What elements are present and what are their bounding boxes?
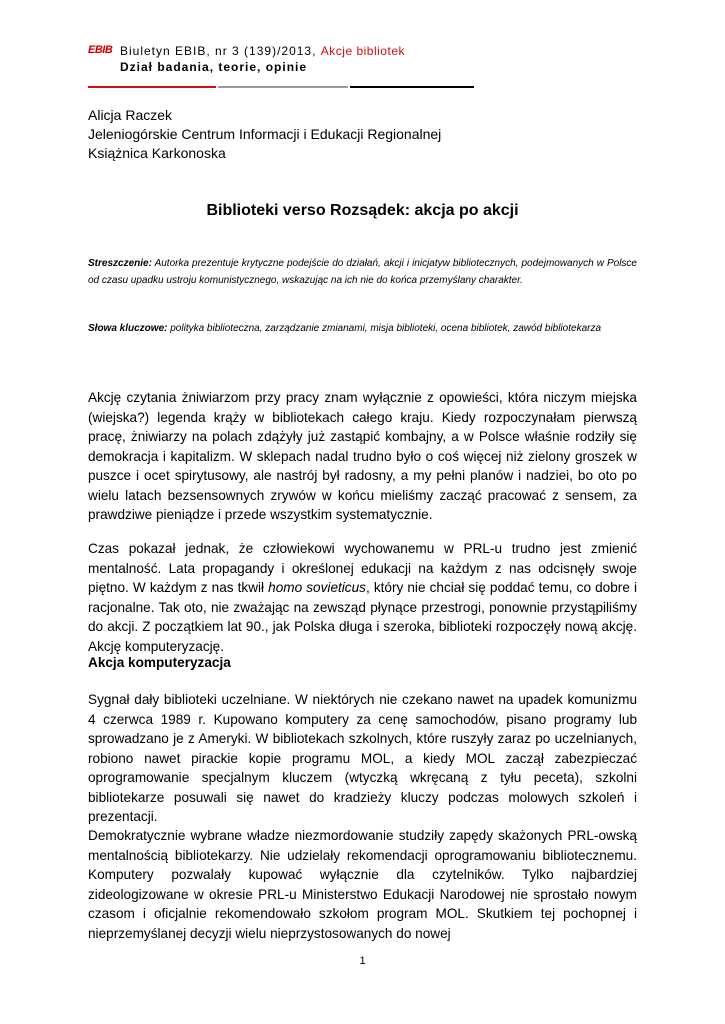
- author-block: [88, 106, 441, 163]
- journal-issue: Biuletyn EBIB, nr 3 (139)/2013,: [120, 44, 317, 58]
- paragraph-2-italic: homo sovieticus: [268, 580, 366, 595]
- paragraph-2-end: , który nie chciał się poddać temu, co dobre i racjonalne. Tak oto, nie zważając na zewsząd płynące przestrogi, ponownie przystąpiliśmy do akcji. Z początkiem lat 90., jak Polska długa i szeroka, biblioteki rozpoczęły nową akcję. Akcję komputeryzację.: [88, 580, 637, 654]
- paragraph-2-start: Czas pokazał jednak, że człowiekowi wychowanemu w PRL-u trudno jest zmienić mentalność. Lata propagandy i określonej edukacji na każdym z nas odcisnęły swoje piętno. W każdym z nas tkwił: [88, 541, 637, 595]
- paragraph-3: Sygnał dały biblioteki uczelniane. W niektórych nie czekano nawet na upadek komunizmu 4 czerwca 1989 r. Kupowano komputery za cenę samochodów, pisano programy lub sprowadzano je z Ameryki. W bibliotekach szkolnych, które ruszyły zaraz po uczelnianych, robiono nawet pirackie kopie programu MOL, a kiedy MOL zaczął zabezpieczać oprogramowanie specjalnym kluczem (wtyczką wkręcaną z tyłu peceta), szkolni bibliotekarze posuwali się nawet do kradzieży kluczy podczas molowych szkoleń i prezentacji.: [88, 692, 637, 824]
- author-affiliation-1: Jeleniogórskie Centrum Informacji i Edukacji Regionalnej: [88, 126, 442, 142]
- page-number: 1: [359, 955, 366, 967]
- article-title: Biblioteki verso Rozsądek: akcja po akcji: [206, 202, 519, 219]
- abstract-label: Streszczenie:: [88, 258, 152, 269]
- department-line: Dział badania, teorie, opinie: [120, 60, 308, 74]
- keywords-text: polityka biblioteczna, zarządzanie zmianami, misja biblioteki, ocena bibliotek, zawód bibliotekarza: [170, 323, 602, 334]
- journal-issue-line: [120, 44, 405, 58]
- paragraph-1: Akcję czytania żniwiarzom przy pracy znam wyłącznie z opowieści, która niczym miejska (wiejska?) legenda krąży w bibliotekach całego kraju. Kiedy rozpoczynałam pierwszą pracę, żniwiarzy na polach zdążyły już zastąpić kombajny, a w Polsce właśnie rodziły się demokracja i kapitalizm. W sklepach nadal trudno było o coś więcej niż zielony groszek w puszce i ocet spirytusowy, ale nastrój był radosny, a my pełni planów i nadziei, bo oto po wielu latach bezsensownych zrywów w końcu mieliśmy zacząć pracować z sensem, za prawdziwe pieniądze i przede wszystkim systematycznie.: [88, 390, 637, 522]
- author-affiliation-2: Książnica Karkonoska: [88, 145, 226, 161]
- section-link[interactable]: Akcje bibliotek: [320, 44, 405, 58]
- keywords: [88, 320, 637, 337]
- abstract-text: Autorka prezentuje krytyczne podejście do działań, akcji i inicjatyw bibliotecznych, podejmowanych w Polsce od czasu upadku ustroju komunistycznego, wskazując na ich nie do końca przemyślany charakter.: [88, 258, 637, 286]
- author-name: Alicja Raczek: [88, 107, 173, 123]
- header-rule-gray: [218, 86, 348, 88]
- paragraph-2: [88, 539, 637, 656]
- section-heading: Akcja komputeryzacja: [88, 655, 231, 670]
- keywords-label: Słowa kluczowe:: [88, 323, 168, 334]
- ebib-logo: EBIB: [88, 44, 113, 56]
- abstract: [88, 255, 637, 289]
- header-rule-black: [350, 86, 474, 88]
- paragraph-4: Demokratycznie wybrane władze niezmordowanie studziły zapędy skażonych PRL-owską mentalnością bibliotekarzy. Nie udzielały rekomendacji oprogramowaniu bibliotecznemu. Komputery pozwalały kupować wyłącznie dla czytelników. Tylko najbardziej zideologizowane w okresie PRL-u Ministerstwo Edukacji Narodowej nie sprostało nowym czasom i oficjalnie rekomendowało szkołom program MOL. Skutkiem tej pochopnej i nieprzemyślanej decyzji wielu nieprzystosowanych do nowej: [88, 828, 637, 941]
- header-rule-red: [88, 86, 216, 88]
